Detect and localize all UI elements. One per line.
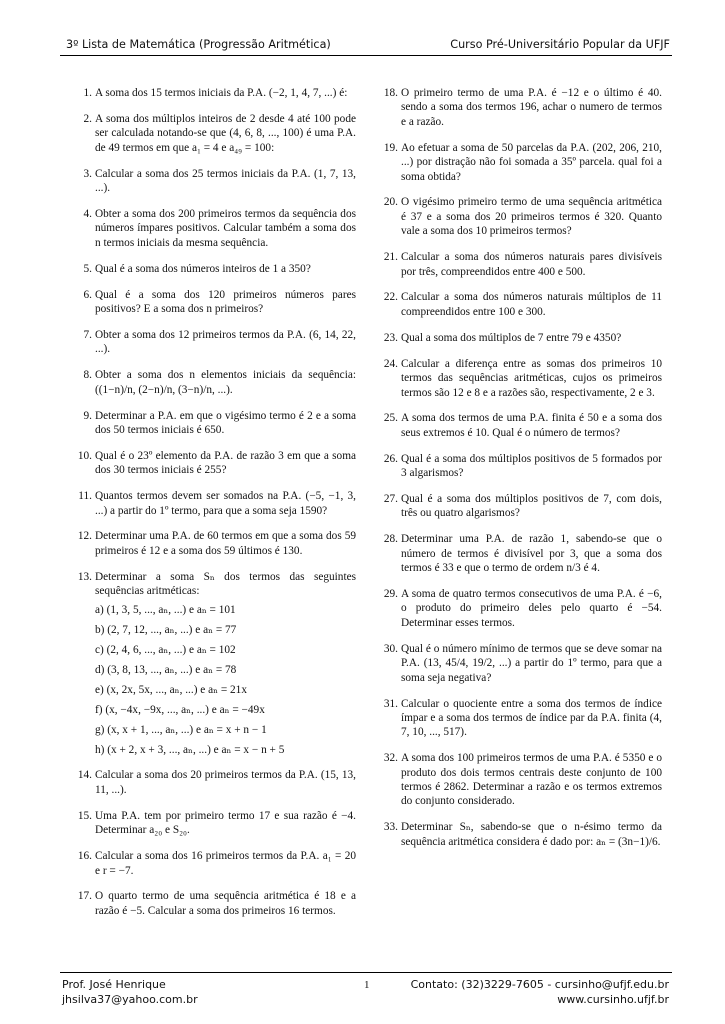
question-text: Determinar a soma Sₙ dos termos das seguintes sequências aritméticas: xyxy=(95,570,356,598)
sub-item: g) (x, x + 1, ..., aₙ, ...) e aₙ = x + n − 1 xyxy=(95,723,267,736)
question-number: 15. xyxy=(77,809,92,822)
sub-item: e) (x, 2x, 5x, ..., aₙ, ...) e aₙ = 21x xyxy=(95,683,247,696)
question-item xyxy=(384,331,662,345)
sub-item-list xyxy=(95,603,356,757)
question-item xyxy=(384,697,662,740)
question-item xyxy=(78,207,356,250)
question-text: Obter a soma dos 200 primeiros termos da sequência dos números ímpares positivos. Calcular também a soma dos n termos iniciais da mesma sequência. xyxy=(95,207,356,249)
question-item xyxy=(78,368,356,397)
question-item xyxy=(78,409,356,438)
question-item xyxy=(384,642,662,685)
question-item xyxy=(384,141,662,184)
question-text: Qual é a soma dos múltiplos positivos de 5 formados por 3 algarismos? xyxy=(401,452,662,480)
question-text: O vigésimo primeiro termo de uma sequência aritmética é 37 e a soma dos 20 primeiros termos é 320. Quanto vale a soma dos 10 primeiros termos? xyxy=(401,196,662,238)
question-text: A soma dos 100 primeiros termos de uma P.A. é 5350 e o produto dos dois termos centrais deste conjunto de 100 termos é 2862. Determinar a razão e os termos extremos do conjunto considerado. xyxy=(401,752,662,808)
question-number: 32. xyxy=(383,752,398,765)
question-text: Determinar uma P.A. de 60 termos em que a soma dos 59 primeiros é 12 e a soma dos 59 últimos é 130. xyxy=(95,530,356,557)
header-title: 3º Lista de Matemática (Progressão Aritmética) xyxy=(66,38,331,51)
question-item xyxy=(384,357,662,400)
question-item xyxy=(78,112,356,155)
question-number: 2. xyxy=(83,112,92,125)
question-item xyxy=(78,449,356,478)
question-item xyxy=(384,492,662,521)
question-text: A soma dos 15 termos iniciais da P.A. (−2, 1, 4, 7, ...) é: xyxy=(95,87,348,99)
question-text: O quarto termo de uma sequência aritmética é 18 e a razão é −5. Calcular a soma dos primeiros 16 termos. xyxy=(95,890,356,917)
question-number: 31. xyxy=(383,697,398,710)
footer-contact: Contato: (32)3229-7605 - cursinho@ufjf.edu.br xyxy=(410,978,669,991)
question-text: A soma dos termos de uma P.A. finita é 50 e a soma dos seus extremos é 10. Qual é o número de termos? xyxy=(401,412,662,439)
sub-item: c) (2, 4, 6, ..., aₙ, ...) e aₙ = 102 xyxy=(95,643,236,656)
question-text: Calcular a soma dos 16 primeiros termos da P.A. a₁ = 20 e r = −7. xyxy=(95,850,356,877)
question-text: Calcular o quociente entre a soma dos termos de índice ímpar e a soma dos termos de índice par da P.A. finita (4, 7, 10, ..., 517). xyxy=(401,697,662,739)
question-item xyxy=(384,820,662,849)
sub-item: b) (2, 7, 12, ..., aₙ, ...) e aₙ = 77 xyxy=(95,623,237,636)
left-column xyxy=(78,86,356,930)
sub-item: a) (1, 3, 5, ..., aₙ, ...) e aₙ = 101 xyxy=(95,603,236,616)
right-question-list xyxy=(384,86,662,849)
question-number: 5. xyxy=(83,262,92,275)
question-text: Qual é o número mínimo de termos que se deve somar na P.A. (13, 45/4, 19/2, ...) a partir do 1º termo, para que a soma seja negativa? xyxy=(401,642,662,684)
question-text: Determinar a P.A. em que o vigésimo termo é 2 e a soma dos 50 termos iniciais é 650. xyxy=(95,409,356,436)
question-number: 21. xyxy=(383,251,398,264)
question-text: Qual é a soma dos 120 primeiros números pares positivos? E a soma dos n primeiros? xyxy=(95,288,356,315)
question-item xyxy=(384,751,662,809)
question-text: Obter a soma dos n elementos iniciais da sequência: ((1−n)/n, (2−n)/n, (3−n)/n, ...). xyxy=(95,369,356,396)
question-number: 12. xyxy=(77,530,92,543)
question-text: A soma dos múltiplos inteiros de 2 desde 4 até 100 pode ser calculada notando-se que (4, 6, 8, ..., 100) é uma P.A. de 49 termos em que a₁ = 4 e a₄₉ = 100: xyxy=(95,112,356,154)
question-number: 16. xyxy=(77,850,92,863)
question-item xyxy=(384,86,662,129)
question-item xyxy=(384,250,662,279)
question-number: 14. xyxy=(77,769,92,782)
question-item xyxy=(78,768,356,797)
page-number: 1 xyxy=(364,979,370,991)
question-item xyxy=(78,889,356,918)
question-item xyxy=(78,849,356,878)
question-item xyxy=(78,570,356,757)
question-text: Qual é o 23º elemento da P.A. de razão 3 em que a soma dos 30 termos iniciais é 255? xyxy=(95,449,356,477)
question-text: Calcular a soma dos 25 termos iniciais da P.A. (1, 7, 13, ...). xyxy=(95,167,356,195)
question-item xyxy=(78,809,356,838)
question-number: 8. xyxy=(83,369,92,382)
question-item xyxy=(384,587,662,630)
question-number: 28. xyxy=(383,533,398,546)
question-number: 11. xyxy=(78,490,92,503)
question-text: Determinar uma P.A. de razão 1, sabendo-se que o número de termos é divisível por 3, que a soma dos termos é 33 e que o termo de ordem n/3 é 4. xyxy=(401,533,662,575)
page-header xyxy=(60,38,672,56)
footer-author: Prof. José Henrique xyxy=(62,978,166,991)
question-text: A soma de quatro termos consecutivos de uma P.A. é −6, o produto do primeiro deles pelo quarto é −54. Determinar esses termos. xyxy=(401,588,662,629)
question-number: 10. xyxy=(77,449,92,462)
question-item xyxy=(78,86,356,100)
question-text: Uma P.A. tem por primeiro termo 17 e sua razão é −4. Determinar a₂₀ e S₂₀. xyxy=(95,809,356,837)
question-number: 27. xyxy=(383,493,398,506)
question-text: Determinar Sₙ, sabendo-se que o n-ésimo termo da sequência aritmética considera é dado por: aₙ = (3n−1)/6. xyxy=(401,821,662,848)
question-number: 25. xyxy=(383,412,398,425)
footer-email: jhsilva37@yahoo.com.br xyxy=(62,993,198,1006)
question-number: 1. xyxy=(83,87,92,99)
question-text: Obter a soma dos 12 primeiros termos da P.A. (6, 14, 22, ...). xyxy=(95,328,356,356)
question-item xyxy=(78,529,356,558)
question-text: Qual é a soma dos números inteiros de 1 a 350? xyxy=(95,262,311,275)
sub-item: f) (x, −4x, −9x, ..., aₙ, ...) e aₙ = −49x xyxy=(95,703,265,716)
right-column xyxy=(384,86,662,861)
question-item xyxy=(78,262,356,276)
question-text: Calcular a soma dos números naturais múltiplos de 11 compreendidos entre 100 e 300. xyxy=(401,291,662,318)
question-number: 18. xyxy=(383,87,398,99)
question-number: 17. xyxy=(77,890,92,903)
question-item xyxy=(78,288,356,317)
footer-rule xyxy=(60,972,672,973)
question-number: 22. xyxy=(383,291,398,304)
question-item xyxy=(384,452,662,481)
question-text: Qual a soma dos múltiplos de 7 entre 79 e 4350? xyxy=(401,331,622,344)
question-number: 7. xyxy=(83,328,92,341)
header-course: Curso Pré-Universitário Popular da UFJF xyxy=(450,38,670,51)
question-text: Quantos termos devem ser somados na P.A. (−5, −1, 3, ...) a partir do 1º termo, para que a soma seja 1590? xyxy=(95,490,356,517)
question-item xyxy=(384,290,662,319)
question-text: Ao efetuar a soma de 50 parcelas da P.A. (202, 206, 210, ...) por distração não foi somada a 35º parcela. qual foi a soma obtida? xyxy=(401,141,662,183)
question-number: 6. xyxy=(83,288,92,301)
question-number: 26. xyxy=(383,452,398,465)
question-number: 29. xyxy=(383,588,398,601)
question-text: O primeiro termo de uma P.A. é −12 e o último é 40. sendo a soma dos termos 196, achar o numero de termos e a razão. xyxy=(401,87,662,128)
question-text: Calcular a soma dos números naturais pares divisíveis por três, compreendidos entre 400 e 500. xyxy=(401,251,662,278)
question-number: 20. xyxy=(383,196,398,209)
sub-item: h) (x + 2, x + 3, ..., aₙ, ...) e aₙ = x − n + 5 xyxy=(95,743,285,756)
question-item xyxy=(384,411,662,440)
question-item xyxy=(78,328,356,357)
question-item xyxy=(384,532,662,575)
left-question-list xyxy=(78,86,356,918)
question-number: 4. xyxy=(83,207,92,220)
question-number: 19. xyxy=(383,141,398,154)
question-number: 33. xyxy=(383,821,398,834)
question-number: 13. xyxy=(77,570,92,583)
question-text: Calcular a soma dos 20 primeiros termos da P.A. (15, 13, 11, ...). xyxy=(95,769,356,796)
question-text: Qual é a soma dos múltiplos positivos de 7, com dois, três ou quatro algarismos? xyxy=(401,493,662,520)
question-number: 3. xyxy=(83,167,92,180)
sub-item: d) (3, 8, 13, ..., aₙ, ...) e aₙ = 78 xyxy=(95,663,237,676)
question-number: 24. xyxy=(383,357,398,370)
question-number: 30. xyxy=(383,642,398,655)
question-text: Calcular a diferença entre as somas dos primeiros 10 termos das sequências aritméticas, cujos os primeiros termos são 12 e 8 e a razões são, respectivamente, 2 e 3. xyxy=(401,357,662,399)
question-item xyxy=(78,489,356,518)
footer-website: www.cursinho.ufjf.br xyxy=(557,993,669,1006)
question-item xyxy=(384,195,662,238)
question-number: 9. xyxy=(83,409,92,422)
question-number: 23. xyxy=(383,331,398,344)
question-item xyxy=(78,167,356,196)
